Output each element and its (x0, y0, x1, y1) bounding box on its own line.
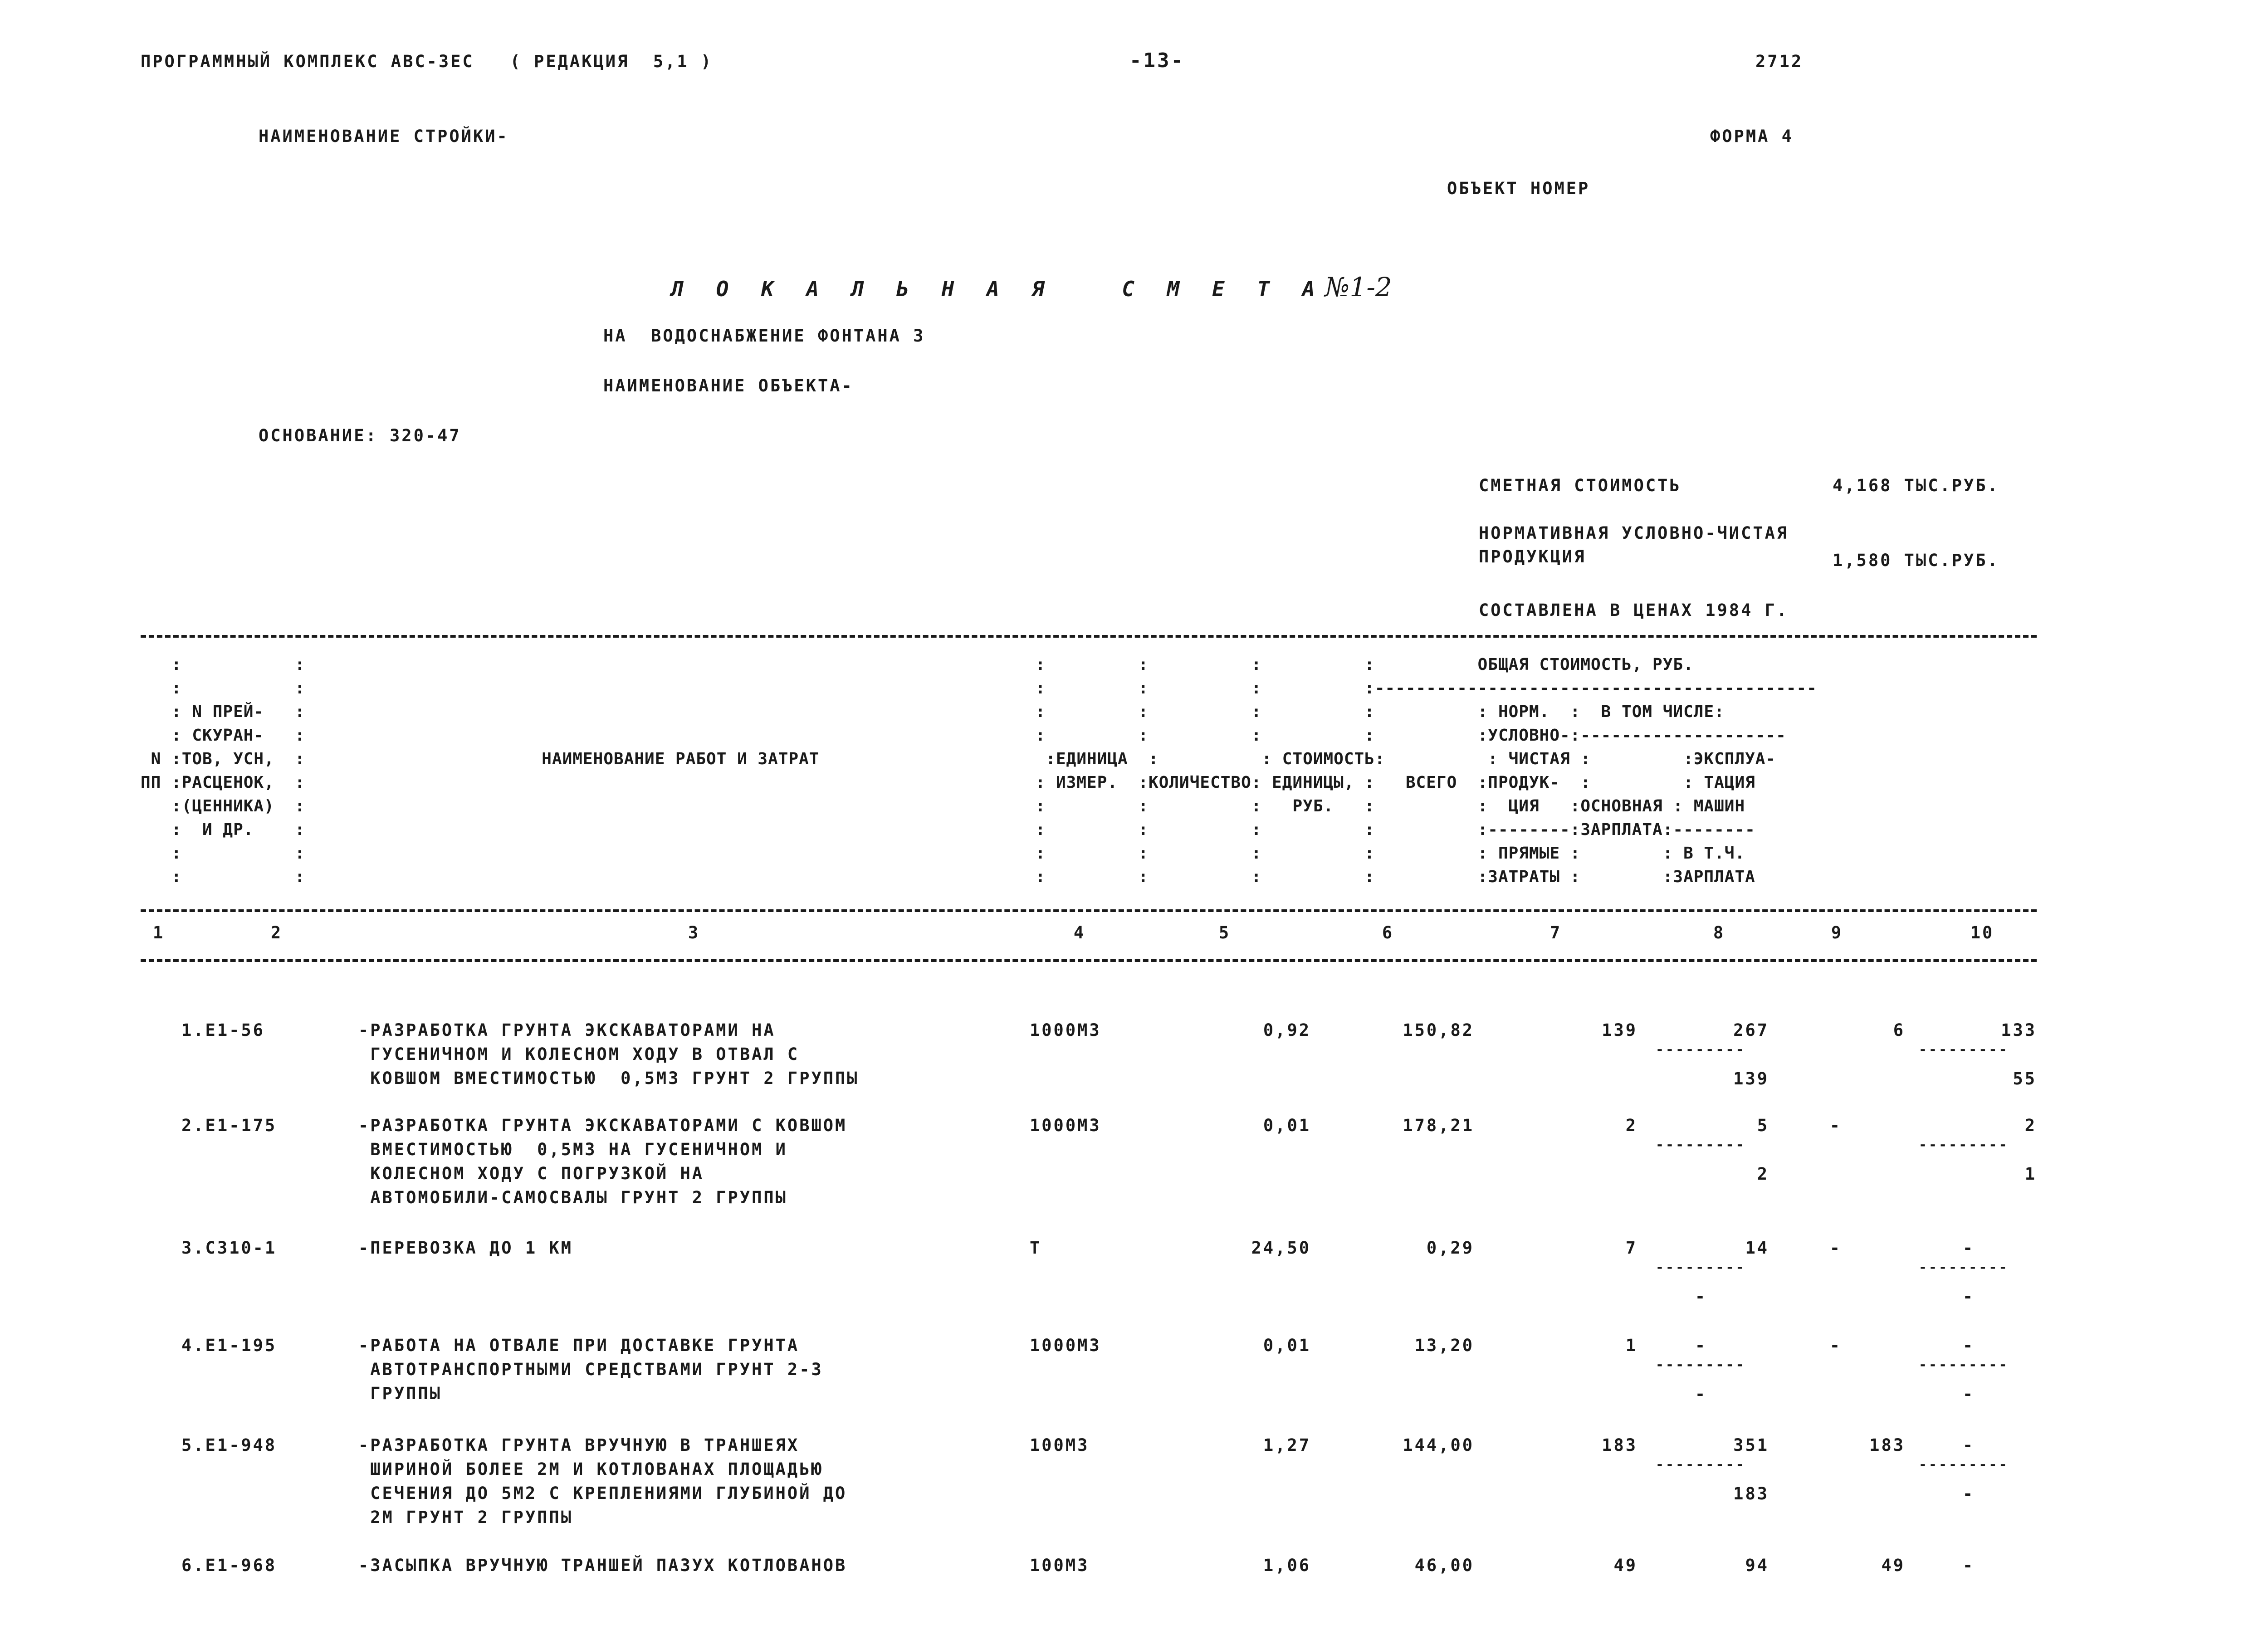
column-number: 6 (1382, 923, 1394, 942)
row-normative: 14 (1745, 1238, 1769, 1258)
row-machines: - (1962, 1336, 1975, 1355)
row-wages: - (1829, 1336, 1842, 1355)
sheet-number: 2712 (1755, 52, 1804, 71)
row-code: 2.Е1-175 (181, 1116, 277, 1135)
row-machines: - (1962, 1435, 1975, 1455)
row-separator: --------- (1919, 1259, 2009, 1275)
construction-name-label: НАИМЕНОВАНИЕ СТРОЙКИ- (259, 127, 509, 146)
row-quantity: 0,01 (1263, 1116, 1311, 1135)
prices-year: СОСТАВЛЕНА В ЦЕНАХ 1984 Г. (1479, 600, 1789, 620)
column-number: 10 (1970, 923, 1994, 942)
row-separator: --------- (1656, 1259, 1746, 1275)
row-name: -РАЗРАБОТКА ГРУНТА ЭКСКАВАТОРАМИ С КОВШОМ ВМЕСТИМОСТЬЮ 0,5М3 НА ГУСЕНИЧНОМ И КОЛЕСНОМ ХОДУ С ПОГРУЗКОЙ НА АВТОМОБИЛИ-САМОСВАЛЫ ГРУНТ 2 ГРУППЫ (358, 1116, 847, 1207)
row-total: 1 (1625, 1336, 1637, 1355)
row-total: 7 (1625, 1238, 1637, 1258)
row-name: -ПЕРЕВОЗКА ДО 1 КМ (358, 1238, 573, 1258)
object-number-label: ОБЪЕКТ НОМЕР (1447, 179, 1590, 198)
row-quantity: 0,92 (1263, 1020, 1311, 1040)
row-unit: Т (1030, 1238, 1042, 1258)
row-machine-wages: 55 (2013, 1069, 2037, 1088)
row-separator: --------- (1919, 1457, 2009, 1473)
row-direct-costs: 183 (1733, 1484, 1769, 1503)
estimate-subject: НА ВОДОСНАБЖЕНИЕ ФОНТАНА 3 (603, 326, 925, 346)
row-unit-price: 13,20 (1414, 1336, 1474, 1355)
row-separator: --------- (1656, 1357, 1746, 1373)
row-separator: --------- (1919, 1042, 2009, 1058)
normative-label-2: ПРОДУКЦИЯ (1479, 547, 1586, 566)
table-top-rule (141, 635, 2037, 638)
row-direct-costs: 2 (1757, 1164, 1769, 1184)
row-normative: 267 (1733, 1020, 1769, 1040)
row-quantity: 1,27 (1263, 1435, 1311, 1455)
row-quantity: 0,01 (1263, 1336, 1311, 1355)
column-numbers-rule (141, 959, 2037, 962)
row-unit-price: 150,82 (1403, 1020, 1474, 1040)
row-total: 183 (1602, 1435, 1637, 1455)
row-code: 4.Е1-195 (181, 1336, 277, 1355)
row-wages: 6 (1893, 1020, 1905, 1040)
row-unit-price: 46,00 (1414, 1556, 1474, 1575)
column-number: 3 (688, 923, 700, 942)
row-unit-price: 144,00 (1403, 1435, 1474, 1455)
row-wages: - (1829, 1238, 1842, 1258)
row-machine-wages: - (1962, 1384, 1975, 1404)
row-code: 3.С310-1 (181, 1238, 277, 1258)
program-title: ПРОГРАММНЫЙ КОМПЛЕКС АВС-3ЕС ( РЕДАКЦИЯ 5,1 ) (141, 52, 713, 71)
cost-value: 4,168 ТЫС.РУБ. (1833, 476, 1999, 495)
row-name: -РАЗРАБОТКА ГРУНТА ВРУЧНУЮ В ТРАНШЕЯХ ШИРИНОЙ БОЛЕЕ 2М И КОТЛОВАНАХ ПЛОЩАДЬЮ СЕЧЕНИЯ ДО 5М2 С КРЕПЛЕНИЯМИ ГЛУБИНОЙ ДО 2М ГРУНТ 2 ГРУППЫ (358, 1435, 847, 1527)
row-unit: 100М3 (1030, 1435, 1090, 1455)
row-unit: 1000М3 (1030, 1336, 1101, 1355)
row-normative: 5 (1757, 1116, 1769, 1135)
row-quantity: 1,06 (1263, 1556, 1311, 1575)
page-number: -13- (1129, 49, 1185, 72)
row-wages: 183 (1869, 1435, 1905, 1455)
row-wages: 49 (1881, 1556, 1905, 1575)
row-separator: --------- (1656, 1457, 1746, 1473)
table-header: : : : : : : ОБЩАЯ СТОИМОСТЬ, РУБ. : : : : : :------------------------------------------- : N ПРЕЙ- : : : : : : НОРМ. : В ТОМ ЧИСЛЕ: : СКУРАН- : : : : : :УСЛОВНО-:-------------------- N :ТОВ, УСН, : НАИМЕНОВАНИЕ РАБОТ И ЗАТРАТ :ЕДИНИЦА : : СТОИМОСТЬ: : ЧИСТАЯ : :ЭКСПЛУА- ПП :РАСЦЕНОК, : : ИЗМЕР. :КОЛИЧЕСТВО: ЕДИНИЦЫ, : ВСЕГО :ПРОДУК- : : ТАЦИЯ :(ЦЕННИКА) : : : : РУБ. : : ЦИЯ :ОСНОВНАЯ : МАШИН : И ДР. : : : : : :--------:ЗАРПЛАТА:-------- : : : : : : : ПРЯМЫЕ : : В Т.Ч. : : : : : : :ЗАТРАТЫ : :ЗАРПЛАТА (141, 655, 1817, 886)
row-code: 1.Е1-56 (181, 1020, 265, 1040)
row-machines: - (1962, 1238, 1975, 1258)
row-name: -ЗАСЫПКА ВРУЧНУЮ ТРАНШЕЙ ПАЗУХ КОТЛОВАНОВ (358, 1556, 847, 1575)
document-title-text: Л О К А Л Ь Н А Я С М Е Т А (671, 277, 1325, 301)
normative-value: 1,580 ТЫС.РУБ. (1833, 551, 1999, 570)
row-name: -РАБОТА НА ОТВАЛЕ ПРИ ДОСТАВКЕ ГРУНТА АВТОТРАНСПОРТНЫМИ СРЕДСТВАМИ ГРУНТ 2-3 ГРУППЫ (358, 1336, 823, 1403)
row-machines: - (1962, 1556, 1975, 1575)
row-separator: --------- (1919, 1357, 2009, 1373)
row-direct-costs: - (1695, 1384, 1707, 1404)
row-separator: --------- (1919, 1137, 2009, 1153)
row-normative: 351 (1733, 1435, 1769, 1455)
row-unit: 1000М3 (1030, 1020, 1101, 1040)
column-number: 5 (1218, 923, 1231, 942)
normative-label-1: НОРМАТИВНАЯ УСЛОВНО-ЧИСТАЯ (1479, 523, 1789, 543)
column-number: 9 (1831, 923, 1843, 942)
cost-label: СМЕТНАЯ СТОИМОСТЬ (1479, 476, 1681, 495)
row-unit-price: 0,29 (1426, 1238, 1474, 1258)
row-machine-wages: - (1962, 1484, 1975, 1503)
row-machine-wages: - (1962, 1287, 1975, 1306)
row-unit: 1000М3 (1030, 1116, 1101, 1135)
column-number: 4 (1073, 923, 1086, 942)
row-total: 2 (1625, 1116, 1637, 1135)
row-unit: 100М3 (1030, 1556, 1090, 1575)
row-direct-costs: 139 (1733, 1069, 1769, 1088)
object-name-label: НАИМЕНОВАНИЕ ОБЪЕКТА- (603, 376, 854, 395)
row-normative: - (1695, 1336, 1707, 1355)
row-total: 49 (1613, 1556, 1637, 1575)
row-total: 139 (1602, 1020, 1637, 1040)
column-number: 2 (270, 923, 283, 942)
column-number: 8 (1713, 923, 1725, 942)
row-separator: --------- (1656, 1042, 1746, 1058)
basis-label: ОСНОВАНИЕ: 320-47 (259, 426, 461, 445)
row-unit-price: 178,21 (1403, 1116, 1474, 1135)
row-machines: 133 (2001, 1020, 2037, 1040)
row-separator: --------- (1656, 1137, 1746, 1153)
document-title (626, 252, 1392, 301)
row-quantity: 24,50 (1251, 1238, 1311, 1258)
row-wages: - (1829, 1116, 1842, 1135)
row-machine-wages: 1 (2024, 1164, 2037, 1184)
row-direct-costs: - (1695, 1287, 1707, 1306)
column-number: 7 (1549, 923, 1562, 942)
row-normative: 94 (1745, 1556, 1769, 1575)
header-bottom-rule (141, 909, 2037, 912)
row-code: 6.Е1-968 (181, 1556, 277, 1575)
row-machines: 2 (2024, 1116, 2037, 1135)
document-title-number: №1-2 (1325, 272, 1392, 303)
row-name: -РАЗРАБОТКА ГРУНТА ЭКСКАВАТОРАМИ НА ГУСЕНИЧНОМ И КОЛЕСНОМ ХОДУ В ОТВАЛ С КОВШОМ ВМЕСТИМОСТЬЮ 0,5М3 ГРУНТ 2 ГРУППЫ (358, 1020, 859, 1088)
column-number: 1 (152, 923, 165, 942)
form-label: ФОРМА 4 (1710, 127, 1794, 146)
row-code: 5.Е1-948 (181, 1435, 277, 1455)
